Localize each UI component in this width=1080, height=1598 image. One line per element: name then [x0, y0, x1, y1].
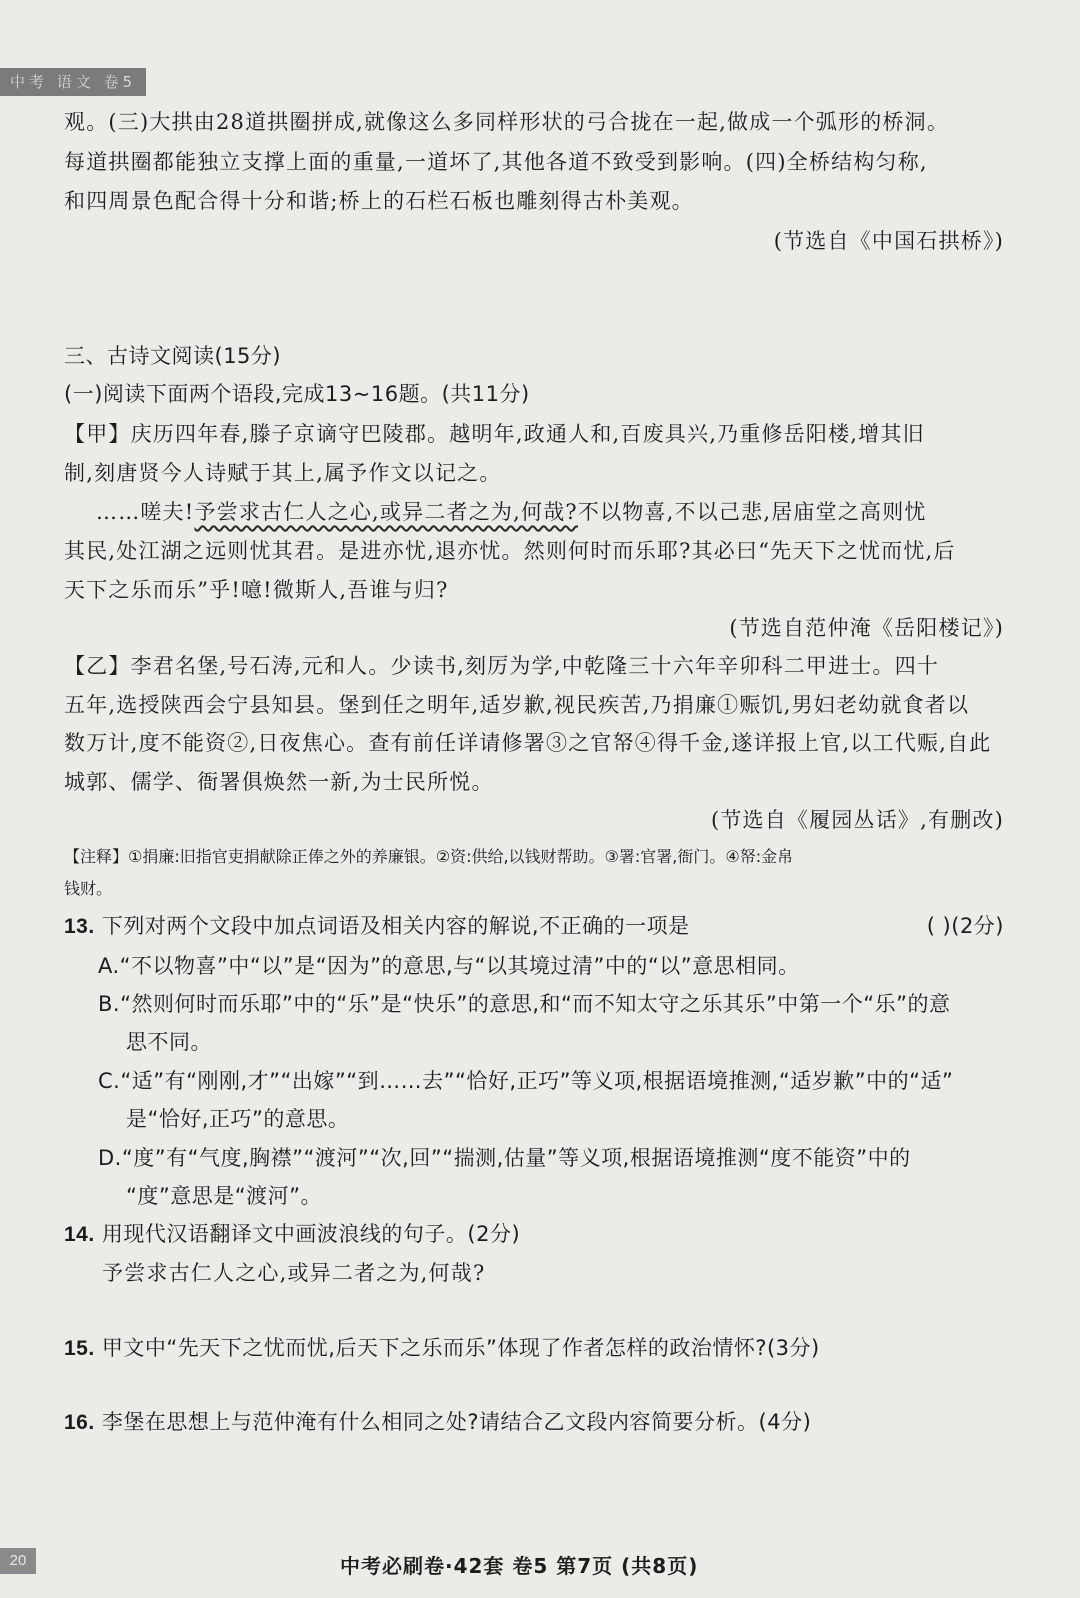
yi-line: 【乙】李君名堡,号石涛,元和人。少读书,刻厉为学,中乾隆三十六年辛卯科二甲进士。四十	[64, 654, 940, 678]
jia-line: 其民,处江湖之远则忧其君。是进亦忧,退亦忧。然则何时而乐耶?其必曰“先天下之忧而忧,后	[64, 539, 956, 563]
section-subtitle: (一)阅读下面两个语段,完成13~16题。(共11分)	[64, 382, 530, 406]
jia-source: (节选自范仲淹《岳阳楼记》)	[729, 616, 1004, 640]
q13-option-d-cont: “度”意思是“渡河”。	[126, 1184, 323, 1208]
q14-text: 用现代汉语翻译文中画波浪线的句子。(2分)	[101, 1222, 521, 1246]
q13-option-d: D.“度”有“气度,胸襟”“渡河”“次,回”“揣测,估量”等义项,根据语境推测“度不能资”中的	[98, 1146, 911, 1170]
q13-option-b: B.“然则何时而乐耶”中的“乐”是“快乐”的意思,和“而不知太守之乐其乐”中第一个“乐”的意	[98, 992, 951, 1016]
header-tab: 中考 语文 卷5	[0, 68, 146, 96]
section-title: 三、古诗文阅读(15分)	[64, 344, 282, 368]
jia-line: 【甲】庆历四年春,滕子京谪守巴陵郡。越明年,政通人和,百废具兴,乃重修岳阳楼,增其旧	[64, 422, 925, 446]
passage-line: 和四周景色配合得十分和谐;桥上的石栏石板也雕刻得古朴美观。	[64, 189, 694, 213]
question-13	[64, 910, 690, 940]
jia-line-wavy	[96, 496, 927, 526]
q13-option-b-cont: 思不同。	[126, 1030, 212, 1054]
question-14	[64, 1218, 520, 1248]
passage-line: 每道拱圈都能独立支撑上面的重量,一道坏了,其他各道不致受到影响。(四)全桥结构匀称,	[64, 150, 928, 174]
q15-text: 甲文中“先天下之忧而忧,后天下之乐而乐”体现了作者怎样的政治情怀?(3分)	[101, 1336, 820, 1360]
question-16	[64, 1406, 811, 1436]
notes-line: 【注释】①捐廉:旧指官吏捐献除正俸之外的养廉银。②资:供给,以钱财帮助。③署:官署,衙门。④帑:金帛	[64, 847, 794, 866]
q16-number: 16.	[64, 1411, 95, 1434]
q13-text: 下列对两个文段中加点词语及相关内容的解说,不正确的一项是	[101, 914, 690, 938]
q13-option-c: C.“适”有“刚刚,才”“出嫁”“到……去”“恰好,正巧”等义项,根据语境推测,“适岁歉”中的“适”	[98, 1069, 954, 1093]
q16-text: 李堡在思想上与范仲淹有什么相同之处?请结合乙文段内容简要分析。(4分)	[101, 1410, 812, 1434]
q13-option-a: A.“不以物喜”中“以”是“因为”的意思,与“以其境过清”中的“以”意思相同。	[98, 954, 800, 978]
notes-line: 钱财。	[64, 879, 113, 898]
passage-source: (节选自《中国石拱桥》)	[773, 229, 1004, 253]
yi-line: 五年,选授陕西会宁县知县。堡到任之明年,适岁歉,视民疾苦,乃捐廉①赈饥,男妇老幼就食者以	[64, 693, 970, 717]
yi-line: 城郭、儒学、衙署俱焕然一新,为士民所悦。	[64, 770, 494, 794]
q13-number: 13.	[64, 915, 95, 938]
footer-text: 中考必刷卷·42套 卷5 第7页 (共8页)	[340, 1554, 699, 1578]
yi-source: (节选自《履园丛话》,有删改)	[710, 808, 1004, 832]
q13-answer-paren: ( )(2分)	[926, 914, 1004, 938]
q13-option-c-cont: 是“恰好,正巧”的意思。	[126, 1107, 350, 1131]
page-number: 20	[0, 1548, 36, 1574]
question-15	[64, 1332, 820, 1362]
q14-sentence: 予尝求古仁人之心,或异二者之为,何哉?	[102, 1261, 486, 1285]
jia-post: 不以物喜,不以己悲,居庙堂之高则忧	[577, 500, 927, 524]
q14-number: 14.	[64, 1223, 95, 1246]
jia-pre: ……嗟夫!	[96, 500, 195, 524]
jia-line: 制,刻唐贤今人诗赋于其上,属予作文以记之。	[64, 461, 502, 485]
wavy-sentence: 予尝求古仁人之心,或异二者之为,何哉?	[194, 500, 578, 524]
passage-line: 观。(三)大拱由28道拱圈拼成,就像这么多同样形状的弓合拢在一起,做成一个弧形的桥洞。	[64, 110, 950, 134]
jia-line: 天下之乐而乐”乎!噫!微斯人,吾谁与归?	[64, 578, 449, 602]
yi-line: 数万计,度不能资②,日夜焦心。查有前任详请修署③之官帑④得千金,遂详报上官,以工代赈,自此	[64, 731, 992, 755]
q15-number: 15.	[64, 1337, 95, 1360]
